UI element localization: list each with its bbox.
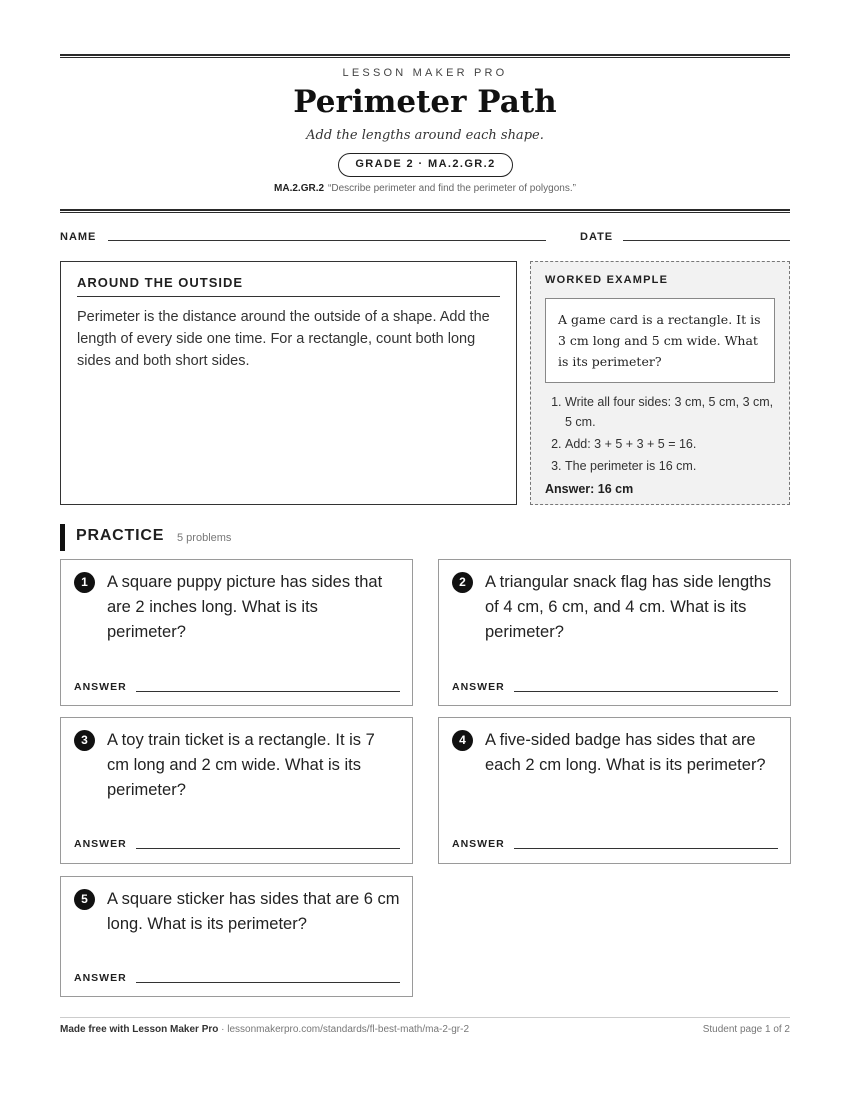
answer-field[interactable] <box>514 691 778 692</box>
date-label: DATE <box>580 231 614 243</box>
worked-answer: Answer: 16 cm <box>545 482 634 496</box>
problem-number-badge: 4 <box>452 730 473 751</box>
around-the-outside-box <box>60 261 517 505</box>
header-bottom-rule <box>60 209 790 213</box>
grade-badge: GRADE 2 · MA.2.GR.2 <box>338 153 513 177</box>
worked-step: 2. Add: 3 + 5 + 3 + 5 = 16. <box>565 434 775 454</box>
problem-number-badge: 1 <box>74 572 95 593</box>
problem-text: A square puppy picture has sides that are 2 inches long. What is its perimeter? <box>107 573 383 641</box>
date-field[interactable] <box>623 240 790 241</box>
standard-line <box>60 183 790 194</box>
footer-url[interactable]: · lessonmakerpro.com/standards/fl-best-math/ma-2-gr-2 <box>218 1024 470 1035</box>
standard-code: MA.2.GR.2 <box>274 183 325 194</box>
problem-card-3 <box>60 717 413 864</box>
around-heading: AROUND THE OUTSIDE <box>77 275 500 297</box>
problem-card-2 <box>438 559 791 706</box>
worksheet-page <box>60 0 790 1100</box>
name-label: NAME <box>60 231 97 243</box>
name-field[interactable] <box>108 240 546 241</box>
problem-card-4 <box>438 717 791 864</box>
problem-card-5 <box>60 876 413 997</box>
worked-step: 3. The perimeter is 16 cm. <box>565 456 775 476</box>
answer-field[interactable] <box>514 848 778 849</box>
practice-count: 5 problems <box>177 532 232 544</box>
worked-problem: A game card is a rectangle. It is 3 cm long and 5 cm wide. What is its perimeter? <box>545 298 775 383</box>
problem-number-badge: 5 <box>74 889 95 910</box>
answer-label: ANSWER <box>452 681 505 693</box>
header-top-rule <box>60 54 790 58</box>
worked-heading: WORKED EXAMPLE <box>545 274 669 286</box>
problem-text: A triangular snack flag has side lengths of 4 cm, 6 cm, and 4 cm. What is its perimeter? <box>485 573 772 641</box>
worked-example-box <box>530 261 790 505</box>
answer-field[interactable] <box>136 848 400 849</box>
page-title: Perimeter Path <box>293 84 557 120</box>
standard-quote: “Describe perimeter and find the perimeter of polygons.” <box>328 183 576 194</box>
answer-field[interactable] <box>136 982 400 983</box>
problem-number-badge: 3 <box>74 730 95 751</box>
answer-label: ANSWER <box>74 972 127 984</box>
problem-card-1 <box>60 559 413 706</box>
practice-title: PRACTICE <box>76 527 165 544</box>
footer-rule <box>60 1017 790 1018</box>
page-subtitle: Add the lengths around each shape. <box>306 128 544 143</box>
problem-number-badge: 2 <box>452 572 473 593</box>
problem-text: A five-sided badge has sides that are each 2 cm long. What is its perimeter? <box>485 731 766 774</box>
problem-text: A toy train ticket is a rectangle. It is 7 cm long and 2 cm wide. What is its perimeter? <box>107 731 375 799</box>
answer-field[interactable] <box>136 691 400 692</box>
footer-credit <box>60 1024 469 1035</box>
around-body: Perimeter is the distance around the outside of a shape. Add the length of every side one time. For a rectangle, count both long sides and both short sides. <box>77 309 490 369</box>
problem-text: A square sticker has sides that are 6 cm long. What is its perimeter? <box>107 890 400 933</box>
footer-made-with: Made free with Lesson Maker Pro <box>60 1024 219 1035</box>
answer-label: ANSWER <box>74 838 127 850</box>
worked-steps <box>545 392 775 476</box>
brand-name: LESSON MAKER PRO <box>342 67 508 79</box>
worked-step: 1. Write all four sides: 3 cm, 5 cm, 3 cm, 5 cm. <box>565 392 775 432</box>
practice-accent-bar <box>60 524 65 551</box>
answer-label: ANSWER <box>74 681 127 693</box>
answer-label: ANSWER <box>452 838 505 850</box>
footer-page-number: Student page 1 of 2 <box>702 1024 790 1035</box>
